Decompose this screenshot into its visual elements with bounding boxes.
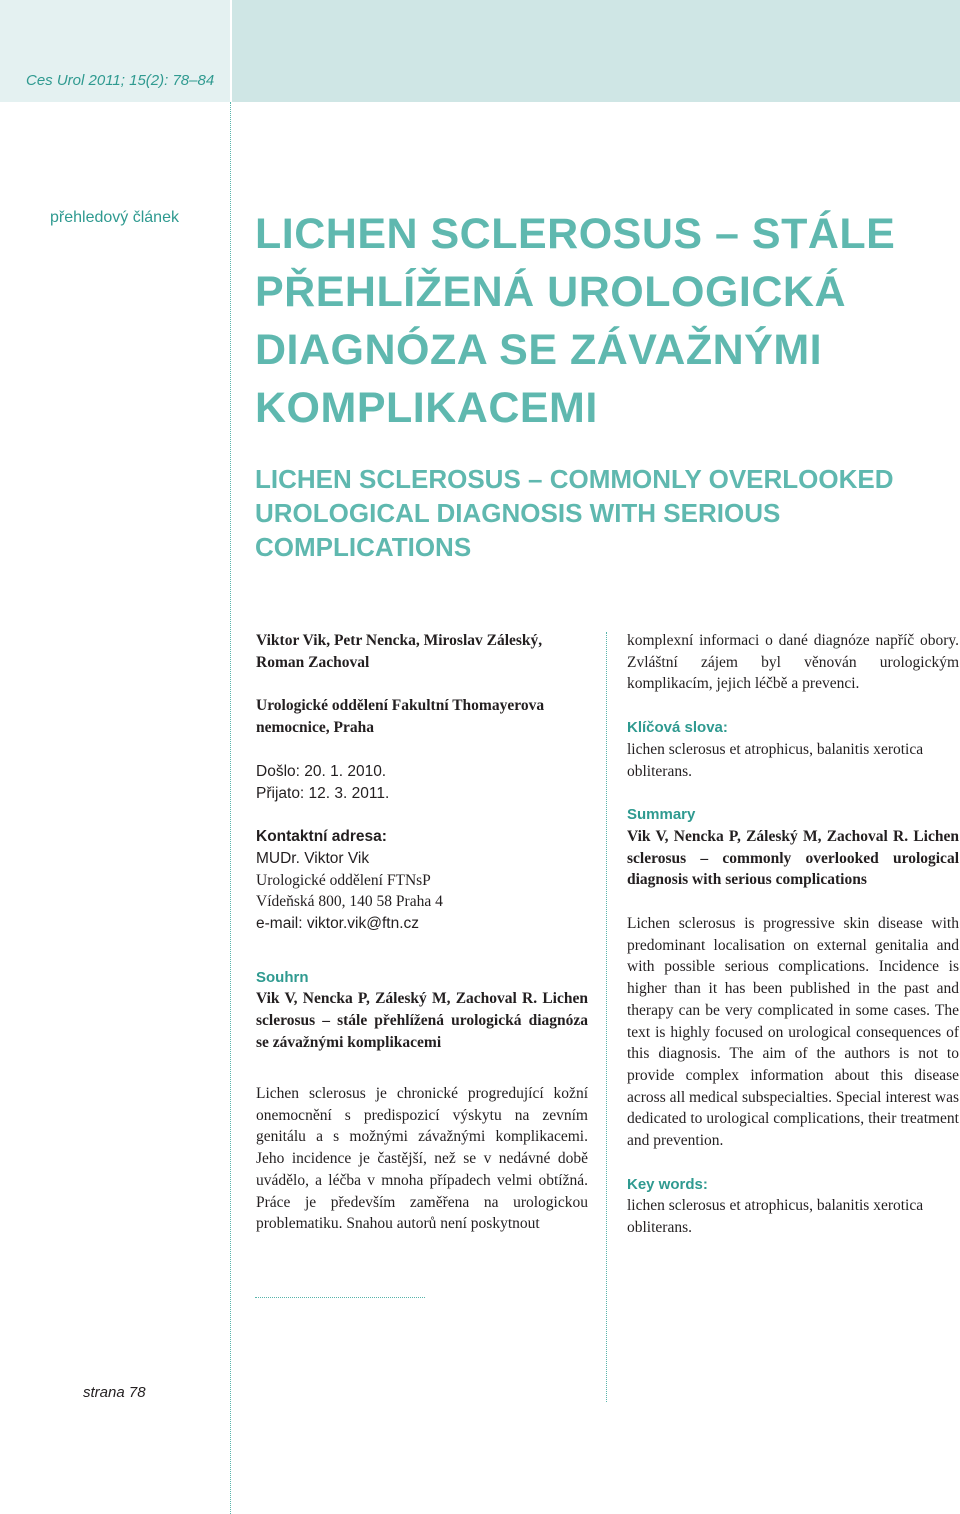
article-subtitle: LICHEN SCLEROSUS – COMMONLY OVERLOOKED UROLOGICAL DIAGNOSIS WITH SERIOUS COMPLICATIONS — [255, 464, 894, 562]
left-dotted-rule — [230, 102, 231, 1514]
received-date: Došlo: 20. 1. 2010. — [256, 762, 387, 780]
souhrn-body: Lichen sclerosus je chronické progredující kožní onemocnění s predispozicí výskytu na zevním genitálu a s možnými závažnými komplikacemi. Jeho incidence je častější, než se v nedávné době uvádělo, a léčba v mnoha případech velmi obtížná. Práce je především zaměřena na urologickou problematiku. Snahou autorů není poskytnout — [256, 1085, 588, 1233]
header-band-right — [232, 0, 960, 102]
summary-citation: Vik V, Nencka P, Záleský M, Zachoval R. Lichen sclerosus – commonly overlooked urological diagnosis with serious complications — [627, 827, 959, 889]
klicova-slova-text: lichen sclerosus et atrophicus, balanitis xerotica obliterans. — [627, 740, 924, 780]
souhrn-body-wrap — [256, 1083, 588, 1235]
contact-heading: Kontaktní adresa: — [256, 828, 387, 846]
journal-reference: Ces Urol 2011; 15(2): 78–84 — [26, 72, 215, 89]
contact-name: MUDr. Viktor Vik — [256, 849, 370, 867]
left-column — [256, 630, 588, 1054]
article-title: LICHEN SCLEROSUS – STÁLE PŘEHLÍŽENÁ UROLOGICKÁ DIAGNÓZA SE ZÁVAŽNÝMI KOMPLIKACEMI — [255, 210, 896, 432]
key-words-heading: Key words: — [627, 1175, 708, 1193]
footnote-dotted-rule — [255, 1297, 425, 1298]
souhrn-heading: Souhrn — [256, 968, 309, 986]
key-words-text: lichen sclerosus et atrophicus, balanitis xerotica obliterans. — [627, 1197, 924, 1237]
klicova-slova-heading: Klíčová slova: — [627, 719, 728, 737]
authors: Viktor Vik, Petr Nencka, Miroslav Záleský, Roman Zachoval — [256, 632, 543, 671]
page-number: strana 78 — [83, 1384, 146, 1401]
right-column — [627, 630, 959, 1239]
column-dotted-rule — [606, 632, 607, 1402]
summary-body: Lichen sclerosus is progressive skin disease with predominant localisation on external genitalia and with possible serious complications. Incidence is higher than it has been published in the past and therapy can be very complicated in some cases. The text is highly focused on urological consequences of this diagnosis. The aim of the authors is not to provide complex information about this disease across all medical subspecialties. Special interest was dedicated to urological complications, their treatment and prevention. — [627, 915, 959, 1150]
accepted-date: Přijato: 12. 3. 2011. — [256, 784, 390, 802]
contact-email: e-mail: viktor.vik@ftn.cz — [256, 915, 420, 933]
affiliation: Urologické oddělení Fakultní Thomayerova nemocnice, Praha — [256, 697, 545, 737]
souhrn-citation: Vik V, Nencka P, Záleský M, Zachoval R. Lichen sclerosus – stále přehlížená urologická diagnóza se závažnými komplikacemi — [256, 990, 588, 1051]
summary-heading: Summary — [627, 806, 696, 824]
article-type: přehledový článek — [50, 209, 179, 226]
contact-address: Vídeňská 800, 140 58 Praha 4 — [256, 893, 443, 911]
souhrn-body-continuation: komplexní informaci o dané diagnóze napříč obory. Zvláštní zájem byl věnován urologickým komplikacím, jejich léčbě a prevenci. — [627, 632, 959, 693]
contact-dept: Urologické oddělení FTNsP — [256, 871, 431, 889]
